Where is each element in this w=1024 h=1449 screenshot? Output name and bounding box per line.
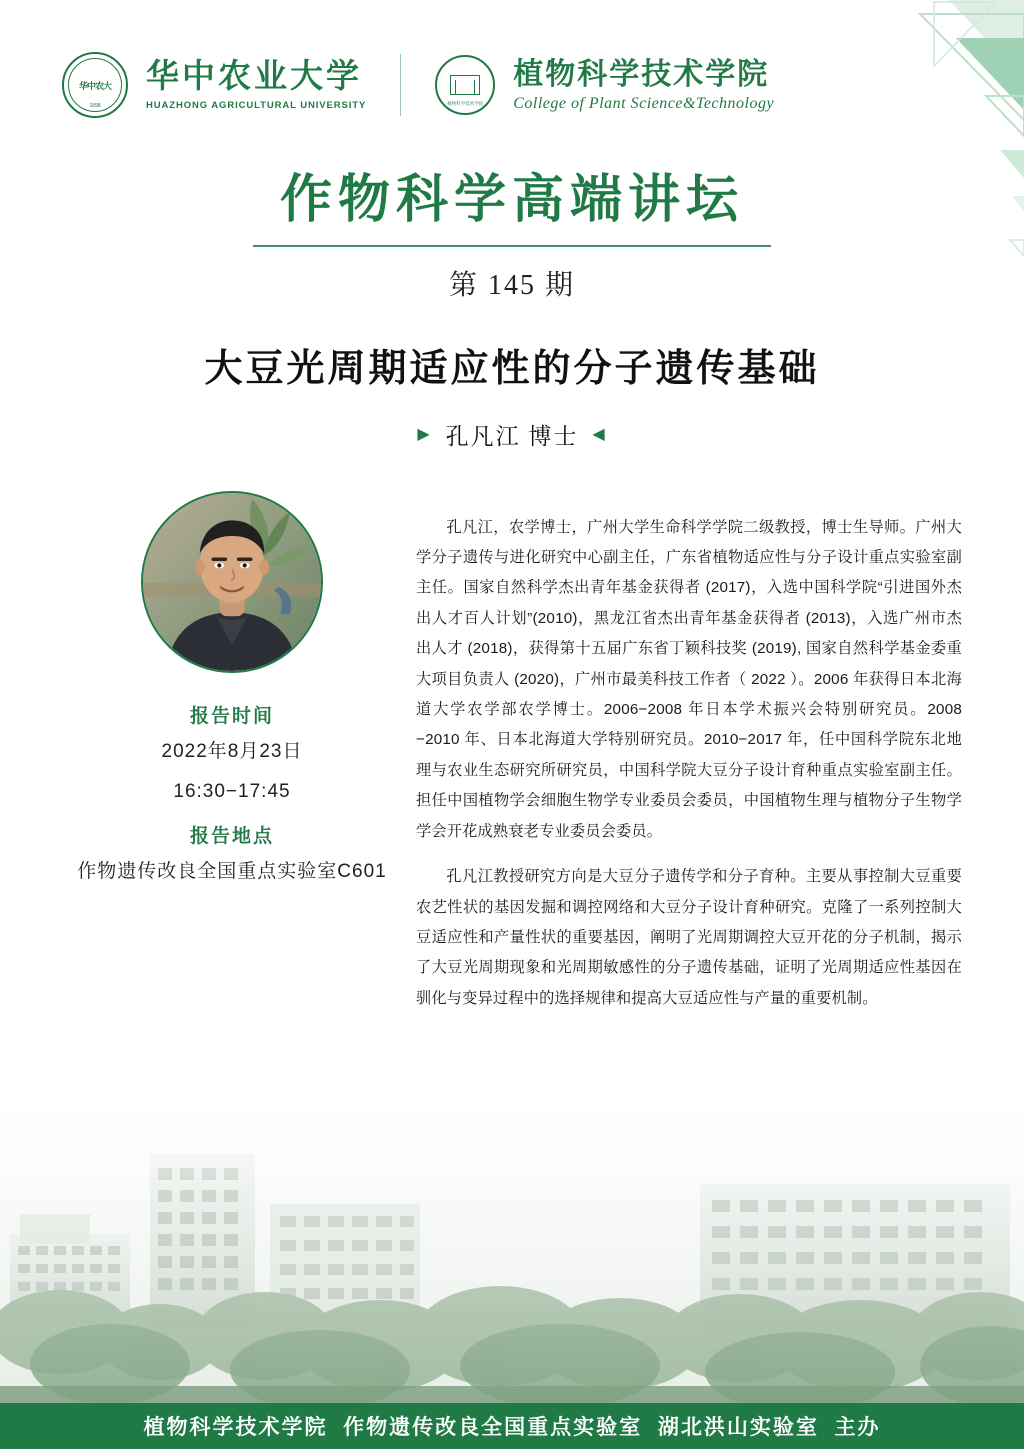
campus-background-photo — [0, 1064, 1024, 1409]
college-badge-text: 植物科学技术学院 — [447, 101, 484, 106]
triangle-right-icon: ◀ — [592, 425, 607, 443]
biography-paragraph-2: 孔凡江教授研究方向是大豆分子遗传学和分子育种。主要从事控制大豆重要农艺性状的基因发掘和调控网络和大豆分子设计育种研究。克隆了一系列控制大豆适应性和产量性状的重要基因，阐明了光周期调控大豆开花的分子机制，揭示了大豆光周期现象和光周期敏感性的分子遗传基础，证明了光周期适应性基因在驯化与变异过程中的选择规律和提高大豆适应性与产量的重要机制。 — [416, 868, 962, 1007]
university-name-en: HUAZHONG AGRICULTURAL UNIVERSITY — [146, 100, 367, 112]
talk-title: 大豆光周期适应性的分子遗传基础 — [204, 348, 820, 391]
time-label: 报告时间 — [189, 706, 274, 728]
place-label: 报告地点 — [189, 826, 274, 848]
speaker-info-column — [48, 491, 416, 887]
college-name-en: College of Plant Science&Technology — [513, 94, 775, 112]
speaker-line — [0, 418, 1024, 451]
report-time-range: 16:30−17:45 — [173, 780, 291, 802]
forum-title: 作物科学高端讲坛 — [279, 172, 744, 229]
college-name-cn: 植物科学技术学院 — [513, 57, 770, 91]
triangle-left-icon: ▶ — [417, 425, 432, 443]
university-name — [146, 59, 366, 111]
university-seal-text: 华中农大 — [78, 80, 111, 91]
building-glyph-icon — [450, 75, 480, 95]
poster-header — [0, 0, 1024, 118]
title-rule — [253, 245, 771, 247]
biography-column — [416, 491, 962, 1029]
poster-footer — [0, 1403, 1024, 1449]
footer-organizers: 植物科学技术学院 作物遗传改良全国重点实验室 湖北洪山实验室 主办 — [143, 1416, 881, 1439]
speaker-name: 孔凡江 博士 — [445, 424, 579, 450]
college-badge-icon — [435, 55, 495, 115]
university-seal-year: 1898 — [89, 103, 101, 109]
poster-body — [0, 491, 1024, 1029]
university-name-cn: 华中农业大学 — [146, 58, 362, 95]
report-date: 2022年8月23日 — [161, 741, 303, 763]
speaker-portrait — [141, 491, 323, 673]
header-divider — [400, 54, 401, 116]
college-name — [513, 58, 774, 113]
university-seal-icon — [62, 52, 128, 118]
issue-number: 第 145 期 — [448, 270, 575, 302]
biography-paragraph-1: 孔凡江，农学博士，广州大学生命科学学院二级教授，博士生导师。广州大学分子遗传与进化研究中心副主任，广东省植物适应性与分子设计重点实验室副主任。国家自然科学杰出青年基金获得者 (2017)，入选中国科学院“引进国外杰出人才百人计划”(2010)，黑龙江省杰出青年基金获得者 (2013)，入选广州市杰出人才 (2018)，获得第十五届广东省丁颖科技奖 (2019), 国家自然科学基金委重大项目负责人 (2020)，广州市最美科技工作者（ 2022 ）。2006 年获得日本北海道大学农学部农学博士。2006−2008 年日本学术振兴会特别研究员。2008 −2010 年、日本北海道大学特别研究员。2010−2017 年，任中国科学院东北地理与农业生态研究所研究员，中国科学院大豆分子设计育种重点实验室副主任。担任中国植物学会细胞生物学专业委员会委员，中国植物生理与植物分子生物学学会开花成熟衰老专业委员会委员。 — [416, 518, 962, 840]
title-block — [0, 170, 1024, 451]
report-place: 作物遗传改良全国重点实验室C601 — [77, 861, 387, 883]
